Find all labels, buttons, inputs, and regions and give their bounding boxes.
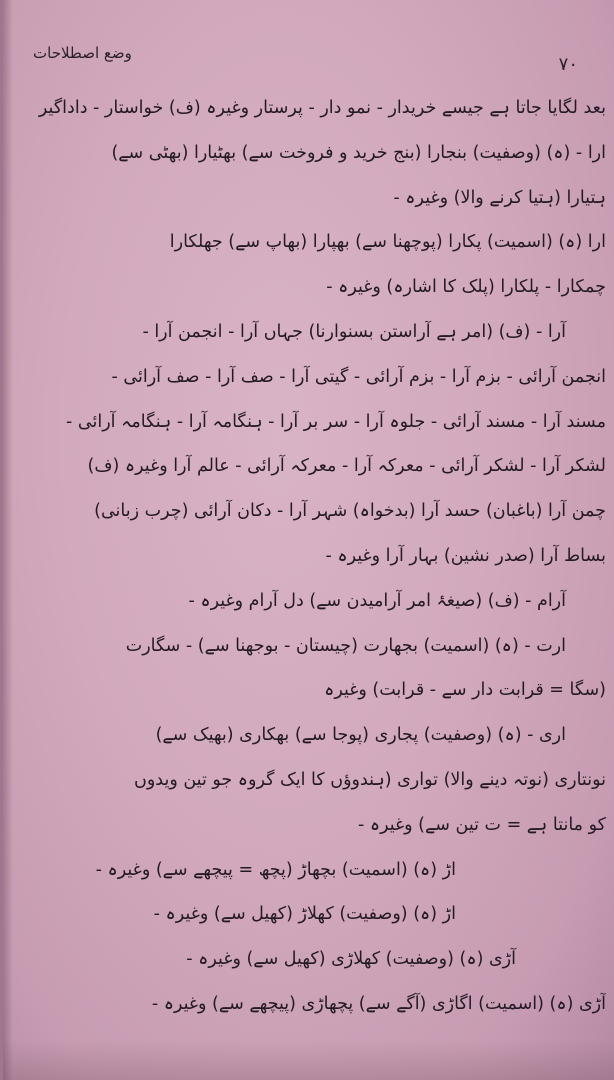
text-line: ارا - (ہ) (وصفیت) بنجارا (بنج خرید و فروخت سے) بھٹیارا (بھٹی سے) <box>111 142 606 163</box>
text-line: اری - (ہ) (وصفیت) پجاری (پوجا سے) بھکاری (بھیک سے) <box>155 725 566 746</box>
text-line: چمکارا - پلکارا (پلک کا اشارہ) وغیرہ - <box>326 277 606 298</box>
page-bottom-shadow <box>3 1040 614 1080</box>
page-header <box>33 44 584 76</box>
text-line: چمن آرا (باغبان) حسد آرا (بدخواہ) شہر آرا - دکان آرائی (چرب زبانی) <box>94 501 606 522</box>
text-line: بعد لگایا جاتا ہے جیسے خریدار - نمو دار - پرستار وغیرہ (ف) خواستار - داداگیر <box>38 98 606 118</box>
text-line: آرا - (ف) (امر ہے آراستن بسنوارنا) جہاں آرا - انجمن آرا - <box>142 321 566 342</box>
text-line: اڑ (ہ) (وصفیت) کھلاڑ (کھیل سے) وغیرہ - <box>153 904 456 925</box>
text-line: آرام - (ف) (صیغۂ امر آرامیدن سے) دل آرام وغیرہ - <box>188 590 566 611</box>
text-line: آڑی (ہ) (وصفیت) کھلاڑی (کھیل سے) وغیرہ - <box>186 949 516 970</box>
text-line: بساط آرا (صدر نشین) بہار آرا وغیرہ - <box>325 545 606 566</box>
text-line: (سگا = قرابت دار سے - قرابت) وغیرہ <box>324 680 606 701</box>
page-number: ۷۰ <box>558 54 578 75</box>
text-line: لشکر آرا - لشکر آرائی - معرکہ آرا - معرکہ آرائی - عالم آرا وغیرہ (ف) <box>87 456 606 477</box>
text-line: مسند آرا - مسند آرائی - جلوہ آرا - سر بر آرا - ہنگامہ آرا - ہنگامہ آرائی - <box>66 411 606 432</box>
text-line: ہتیارا (ہتیا کرنے والا) وغیرہ - <box>393 187 606 208</box>
text-line: کو مانتا ہے = ت تین سے) وغیرہ - <box>357 814 606 835</box>
running-title: وضع اصطلاحات <box>33 44 132 62</box>
text-line: آڑی (ہ) (اسمیت) اگاڑی (آگے سے) پچھاڑی (پیچھے سے) وغیرہ - <box>151 993 606 1014</box>
text-line: نونتاری (نوتہ دینے والا) تواری (ہندوؤں کا ایک گروہ جو تین ویدوں <box>133 769 606 790</box>
text-line: ارت - (ہ) (اسمیت) بجھارت (چیستان - بوجھنا سے) - سگارت <box>125 635 566 656</box>
text-line: اڑ (ہ) (اسمیت) بچھاڑ (پچھ = پیچھے سے) وغیرہ - <box>95 859 456 880</box>
page-body-text <box>13 86 606 1027</box>
text-line: انجمن آرائی - بزم آرا - بزم آرائی - گیتی آرا - صف آرا - صف آرائی - <box>111 366 606 387</box>
text-line: ارا (ہ) (اسمیت) پکارا (پوچھنا سے) بھپارا (بھاپ سے) جھلکارا <box>169 232 606 253</box>
page-gutter-shadow <box>3 0 13 1080</box>
